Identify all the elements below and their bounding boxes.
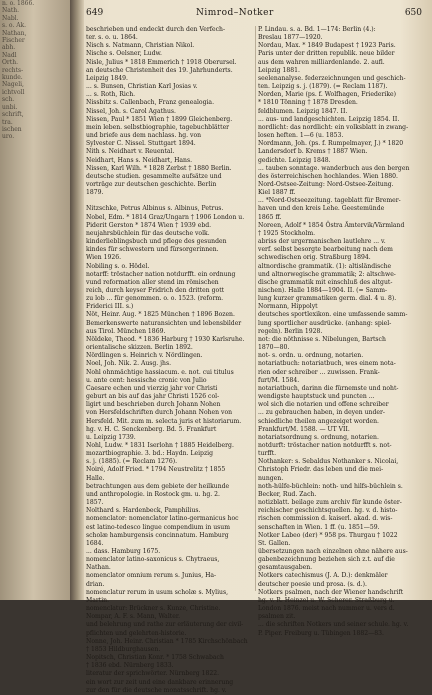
edge-text-line: ischen [2,125,22,133]
entry-line: geburt an bis auf das jahr Christi 1526 col- [86,393,220,401]
entry-line: Norden, Marie (ps. f. Wolfhagen, Friederike) [258,91,397,99]
entry-line: * 1810 Tönning † 1878 Dresden. [258,99,358,107]
entry-line: hg. v. R. Heinzel u. W. Scherer. Straßburg u. [258,596,395,604]
entry-line: Becker, Rud. Zach. [258,490,317,498]
entry-line: und briefe aus dem nachlass. hg. von [86,132,202,140]
dictionary-column-right [258,26,426,637]
edge-text-line: kunde. [2,74,23,82]
entry-line: orientalische skizzen. Berlin 1892. [86,344,193,352]
entry-line: mozartbiographie. 3. bd.: Haydn. Leipzig [86,450,214,458]
entry-line: Piderit Gerston * 1874 Wien † 1939 ebd. [86,221,212,229]
entry-line: deutsches sportlexikon. eine umfassende samm- [258,311,408,319]
entry-line: ... *Nord-Ostseezeitung. tageblatt für Bremer- [258,197,401,205]
entry-line: not- s. ordn. u. ordnung, notarien. [258,352,364,360]
previous-page-edge [0,0,74,600]
entry-line: Nordmann, Joh. (ps. f. Rumpelmayer, J.) * 1820 [258,140,404,148]
entry-line: Nissel, Joh. s. Carol Agathus. [86,107,176,115]
entry-line: Nisle, Julius * 1818 Emmerich † 1918 Oberursel. [86,58,237,66]
entry-line: Nobiling s. o. Hödel. [86,262,150,270]
edge-text-line: Orth. [2,59,18,67]
entry-line: Nohl ohnmächtige hassiacum. e. not. cui titulus [86,368,234,376]
entry-line: ligirt und beschrieben durch Johann Nohen [86,401,221,409]
entry-line: Neidhart, Hans s. Neidhart, Hans. [86,156,193,164]
entry-line: † 1925 Stockholm. [258,229,316,237]
entry-line: Nördlingen s. Heinrich v. Nördlingen. [86,352,203,360]
entry-line: 1684. [86,539,104,547]
entry-line: Nitzschke, Petrus Albinus s. Albinus, Petrus. [86,205,224,213]
edge-text-line: Fischer [2,37,25,45]
entry-line: P. Piper. Freiburg u. Tübingen 1882—83. [258,629,384,637]
entry-line: Martin. [86,596,110,604]
entry-line: notarff: tröstacher nation notdurfft. ein ordnung [86,270,236,278]
entry-line: notdurft: tröstacher nation notdurfft s. not- [258,441,392,449]
entry-line: abriss der urgermanischen lautlehre ... v. [258,238,386,246]
entry-line: Caesare echen und vierzig jahr vor Christi [86,384,218,392]
entry-line: 1879. [86,189,104,197]
entry-line: Nith s. Neidhart v. Reuental. [86,148,175,156]
edge-text-line: sch. [2,96,15,104]
edge-text-line: uro. [2,133,15,141]
entry-line: haven und den kreis Lehe. Geestemünde [258,205,385,213]
entry-line: Noiré, Adolf Fried. * 1794 Neustrelitz † 1855 [86,466,226,474]
entry-line: gedichte. Leipzig 1848. [258,156,331,164]
entry-line: seelenanalyse. federzeichnungen und geschich- [258,74,406,82]
entry-line: und belehrung und rathe zur erläuterung der civil- [86,621,244,629]
entry-line: Noreen, Adolf * 1854 Östra Ämtervik/Värmland [258,221,405,229]
entry-line: kindes für schwestern und fürsorgerinnen. [86,246,219,254]
edge-text-line: abh. [2,44,16,52]
entry-line: Breslau 1877—1920. [258,34,323,42]
entry-line: ten. Leipzig s. j. (1879). (= Reclam 1187). [258,83,388,91]
entry-line [86,197,252,205]
entry-line: lung kurzer grammatiken germ. dial. 4 u. 8). [258,295,397,303]
entry-line: not: die nöthnisse s. Nibelungen, Bartsch [258,335,386,343]
entry-line: nomenclator omnium rerum s. Junius, Ha- [86,572,217,580]
entry-line: vund reformation aller stend im römischen [86,278,219,286]
entry-line: Nothanker: s. Sebaldus Nothanker s. Nicolai, [258,458,399,466]
entry-line: ... dass. Hamburg 1675. [86,548,161,555]
entry-line: Nordau, Max. * 1849 Budapest † 1923 Paris. [258,42,396,50]
book-gutter [70,0,84,600]
entry-line: hg. v. H. C. Senckenberg. Bd. 5. Frankfurt [86,425,217,433]
edge-text-line: unbi. [2,103,18,111]
column-divider [255,26,256,591]
entry-line: Nissen, Paul * 1851 Wien † 1899 Gleichenberg. [86,115,233,123]
entry-line: Nopitsch, Christian Konr. * 1758 Schwabach [86,654,224,662]
entry-line: losen heften. 1—6 (u. 1853. [258,132,344,140]
entry-line: reich, durch keyser Fridrich den dritten gott [86,287,225,294]
entry-line: Nolthard s. Hardenbeck, Pamphilius. [86,507,201,515]
entry-line: des österreichischen hochlandes. Wien 1880. [258,172,398,180]
edge-text-line: Nadl [2,51,17,59]
entry-line: est latino-tedesco lingue compendium in usum [86,523,230,531]
entry-line: aus Tirol. München 1869. [86,327,166,335]
entry-line: Wien 1926. [86,254,122,262]
entry-line: deutsche studien. gesammelte aufsätze und [86,172,222,180]
entry-line: drian. [86,580,105,588]
entry-line: s. j. (1885). (= Reclam 1276). [86,458,178,466]
edge-text-line: s. o. Ak. [2,22,27,30]
entry-line: gesamtausgaben. [258,564,313,572]
edge-text-line: Nath. [2,7,20,15]
edge-text-line: rechts- [2,66,24,74]
page-number-left: 649 [86,8,104,18]
entry-line: altnordische grammatik. (1): altisländische [258,262,392,270]
entry-line: ... s. Roth, Rich. [86,91,136,99]
entry-line: aus dem wahren milliardenlande. 2. aufl. [258,58,385,66]
page-number-right: 650 [404,8,422,18]
entry-line: regeln). Berlin 1928. [258,327,323,335]
entry-line: reichischer geschichtsquellen. hg. v. d. histo- [258,507,398,515]
entry-line: Nisch s. Natmann, Christian Nikol. [86,42,195,50]
entry-line: betrachtungen aus dem gebiete der heilkunde [86,482,230,490]
running-head: Nimrod–Notker [196,8,274,18]
entry-line: ein wort zur zeit und eine dankbare erinnerung [86,678,234,686]
entry-line: lung sportlicher ausdrücke. (anhang: spiel- [258,319,392,327]
entry-line: senschaften in Wien. 1 ff. (u. 1851—59. [258,523,380,531]
entry-line: feldblumen. Leipzig 1847. II. [258,107,348,115]
entry-line: notariatbuch, darinn die fürnemste und noht- [258,384,399,392]
entry-line: turfft. [258,450,277,458]
entry-line: vorträge zur deutschen geschichte. Berlin [86,180,217,188]
entry-line: schiedliche theilen angezeiget worden. [258,417,379,425]
entry-line: nischen). Halle 1884—1904. II. (= Samm- [258,287,388,294]
entry-line: Noel, Joh. Nik. 2. Ausg. jhs. [86,360,172,368]
entry-line: Friderici III. s.) [86,303,134,311]
entry-line: ... zu gebrauchen haben, in deyen under- [258,409,385,417]
entry-line: rien oder schreiber ... zuwissen. Frank- [258,368,380,376]
entry-line: Nissbitz s. Callenbach, Franz genealogia. [86,99,215,107]
edge-text-line: n. o. 1866. [2,0,35,7]
edge-text-line: Nageli, [2,81,24,89]
entry-line: Nobel, Edm. * 1814 Graz/Ungarn † 1906 London u. [86,213,245,221]
entry-line: Notkers catechismus (J. A. D.): denkmäler [258,572,388,580]
entry-line: notariatsordnung s. ordnung, notarien. [258,433,379,441]
entry-line: ... s. Bunsen, Christian Karl Josias v. [86,83,198,91]
entry-line: Leipzig 1849. [86,74,128,82]
entry-line: zu lob ... für genommen. o. o. 1523. (reform. [86,295,224,303]
entry-line: Leipzig 1881. [258,66,300,74]
entry-line: Christoph Friedr. das leben und die mei- [258,466,384,474]
entry-line: übersetzungen nach einzelnen ohne nähere aus- [258,548,408,555]
entry-line: rischen commission d. kaiserl. akad. d. wis- [258,515,393,523]
entry-line: P. Lindau. s. a. Bd. 1—174: Berlin (4.): [258,26,376,33]
entry-line: pflichten und gelehrten-historie. [86,629,187,637]
entry-line: Nöldeke, Theod. * 1836 Harburg † 1930 Karlsruhe. [86,335,245,343]
entry-line: furt/M. 1584. [258,376,300,384]
entry-line: von Hersfeldschriften durch Johann Nohen von [86,409,233,417]
entry-line: dische grammatik mit einschluß des altgut- [258,278,393,286]
entry-line: zur den für die deutsche monatsschrift. hg. v. [86,686,227,694]
entry-line: Nische s. Oelsner, Ludw. [86,50,162,58]
entry-line: Kiel 1887 ff. [258,189,296,197]
entry-line: Paris unter der dritten republik. neue bilder [258,50,395,58]
entry-line: nordlicht: das nordlicht: ein volksblatt in zwang- [258,123,409,131]
edge-text-line: tra. [2,118,13,126]
entry-line: scholæ hamburgensis concinnatum. Hamburg [86,531,229,539]
entry-line: Nissen, Karl Wilh. * 1828 Zerbst † 1880 Berlin. [86,164,232,172]
entry-line: nungen. [258,474,284,482]
entry-line: † 1853 Hildburghausen. [86,645,161,653]
entry-line: Nathan. [86,564,111,572]
entry-line: St. Gallen. [258,539,291,547]
entry-line: nomenclator: nomenclator latino-germanicus hoc [86,515,239,523]
entry-line: Bemerkenswerte naturansichten und lebensbilder [86,319,242,327]
entry-line: ... die schriften Notkers und seiner schule. hg. v. [258,621,409,629]
entry-line: beschrieben und endeckt durch den Verfech- [86,26,226,33]
edge-text-line: Nathan, [2,29,27,37]
entry-line: 1865 ff. [258,213,282,221]
entry-line: 1857. [86,499,104,507]
entry-line: Halle. [86,474,105,482]
entry-line: ... aus- und landgeschichten. Leipzig 1854. II. [258,115,400,123]
entry-line: Frankfurt/M. 1588. — UT VII. [258,425,350,433]
entry-line: Nöt, Heinr. Aug. * 1825 München † 1896 Bozen. [86,311,235,319]
entry-line: gabenbezeichnung beziehen sich z.t. auf die [258,556,395,564]
entry-line: literatur der sprichwörter. Nürnberg 1822. [86,670,220,678]
entry-line: ... tauben sonntage. wanderbuch aus den bergen [258,164,410,172]
entry-line: Nohl, Ludw. * 1831 Iserlohn † 1885 Heidelberg. [86,441,234,449]
entry-line: mein leben. selbstbiographie, tagebuchblätter [86,123,230,131]
entry-line: wol sich die notarien und offene schreiber [258,401,389,409]
entry-line: Sylvester C. Nissel. Stuttgart 1894. [86,140,196,148]
entry-line: notariatbuch: notariatbuch, wes einem nota- [258,360,396,368]
entry-line: nomenclator latino-saxonicus s. Chytraeus, [86,556,220,564]
entry-line: schwedischen orig. Straßburg 1894. [258,254,371,262]
entry-line: psalmen zit. [258,613,296,621]
entry-line: u. ante cent: hessische cronic von Julio [86,376,207,384]
entry-line: Nord-Ostsee-Zeitung: Nord-Ostsee-Zeitung. [258,180,394,188]
entry-line: an deutsche Christenheit des 19. Jahrhunderts. [86,66,233,74]
entry-line: verf. selbst besorgte bearbeitung nach dem [258,246,393,254]
edge-text-line: schrift, [2,111,24,119]
entry-line: noth-hülfe-büchlein: noth- und hilfs-büchlein s. [258,482,403,490]
entry-line: Notker Labeo (der) * 958 ps. Thurgau † 1022 [258,531,398,539]
entry-line: Nonne, Joh. Heinr. Christian * 1785 Kirchschönbach [86,637,248,645]
entry-line: Landersdorf b. Krems † 1887 Wien. [258,148,368,156]
entry-line: neujahrsbüchlein für das deutsche volk. [86,229,210,237]
entry-line: wendigste hauptstuck und puncten ... [258,393,375,401]
edge-text-line: ichtvoll [2,88,25,96]
entry-line: 1870—80. [258,344,290,352]
edge-text-line: Nabl. [2,14,19,22]
entry-line: und altnorwegische grammatik; 2: altschwe- [258,270,396,278]
entry-line: † 1836 ebd. Nürnberg 1833. [86,662,174,670]
page-header [86,8,426,22]
entry-line: Nompar, A. F. s. Mann, Walter. [86,613,181,621]
dictionary-column-left [86,26,252,694]
entry-line: nomenclatur: Brückner s. Kunze, Christine. [86,605,221,613]
entry-line: Normann, Hippolyt [258,303,318,311]
entry-line: und anthropologie. in Rostock gm. u. hg. 2. [86,490,220,498]
entry-line: deutscher poesie und prosa. (s. d.). [258,580,367,588]
entry-line: Hersfeld. Mit. zum m. selecta juris et historiarum. [86,417,242,425]
entry-line: notizblatt. beilage zum archiv für kunde öster- [258,499,402,507]
entry-line: nomenclatur rerum in usum scholæ s. Mylius, [86,588,229,596]
entry-line: Notkers psalmen, nach der Wiener handschrift [258,588,404,596]
entry-line: ter. s. o. u. 1864. [86,34,138,42]
entry-line: kinderlieblingsbuch und pflege des gesunden [86,238,227,246]
entry-line: u. Leipzig 1739. [86,433,136,441]
entry-line: London 1876. meist nach nummer u. vers d. [258,605,395,613]
